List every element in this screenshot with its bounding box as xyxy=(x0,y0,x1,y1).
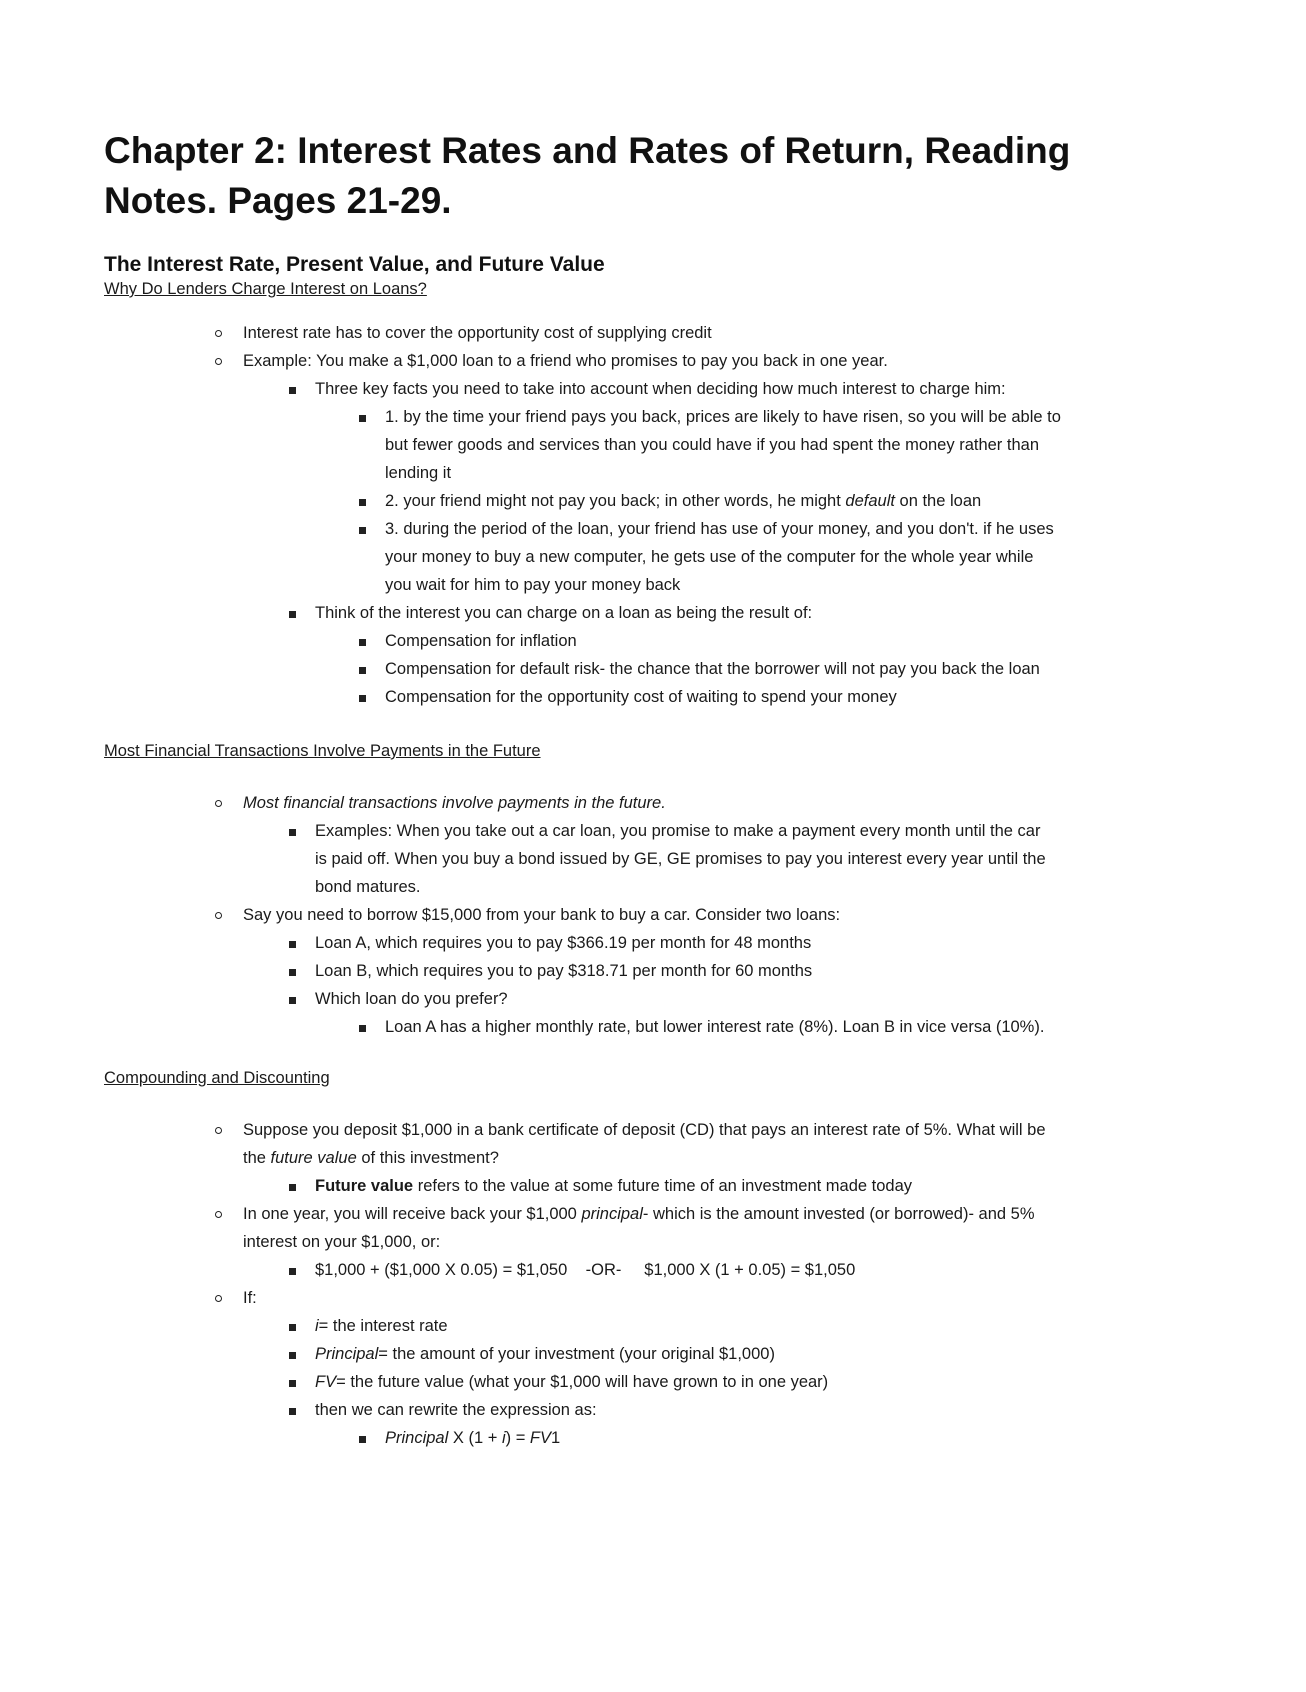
list-item: Suppose you deposit $1,000 in a bank certificate of deposit (CD) that pays an interest rate of 5%. What will be xyxy=(243,1121,1046,1139)
list-item-continuation: is paid off. When you buy a bond issued by GE, GE promises to pay you interest every year until the xyxy=(315,850,1046,868)
list-item: Say you need to borrow $15,000 from your bank to buy a car. Consider two loans: xyxy=(243,906,841,924)
formula-line: Principal X (1 + i) = FV1 xyxy=(385,1429,561,1447)
list-item: Principal= the amount of your investment (your original $1,000) xyxy=(315,1345,775,1363)
square-bullet-icon xyxy=(356,691,372,707)
list-item: Compensation for the opportunity cost of waiting to spend your money xyxy=(385,688,897,706)
square-bullet-icon xyxy=(286,965,302,981)
list-item: Examples: When you take out a car loan, you promise to make a payment every month until the car xyxy=(315,822,1041,840)
square-bullet-icon xyxy=(286,1320,302,1336)
square-bullet-icon xyxy=(356,523,372,539)
circle-bullet-icon xyxy=(212,797,228,813)
list-item: then we can rewrite the expression as: xyxy=(315,1401,597,1419)
square-bullet-icon xyxy=(286,937,302,953)
list-item: Compensation for default risk- the chance that the borrower will not pay you back the loan xyxy=(385,660,1040,678)
circle-bullet-icon xyxy=(212,1292,228,1308)
list-item: 3. during the period of the loan, your friend has use of your money, and you don't. if he uses xyxy=(385,520,1054,538)
list-item-continuation: bond matures. xyxy=(315,878,421,896)
square-bullet-icon xyxy=(356,411,372,427)
square-bullet-icon xyxy=(356,635,372,651)
square-bullet-icon xyxy=(356,495,372,511)
list-item: 2. your friend might not pay you back; in other words, he might default on the loan xyxy=(385,492,982,510)
circle-bullet-icon xyxy=(212,1124,228,1140)
square-bullet-icon xyxy=(356,1432,372,1448)
square-bullet-icon xyxy=(286,1264,302,1280)
list-item: i= the interest rate xyxy=(315,1317,448,1335)
list-item: Most financial transactions involve payments in the future. xyxy=(243,794,666,812)
list-item: Loan B, which requires you to pay $318.71 per month for 60 months xyxy=(315,962,813,980)
square-bullet-icon xyxy=(286,1348,302,1364)
square-bullet-icon xyxy=(286,993,302,1009)
list-item: Loan A, which requires you to pay $366.19 per month for 48 months xyxy=(315,934,812,952)
list-item: Three key facts you need to take into account when deciding how much interest to charge him: xyxy=(315,380,1006,398)
list-item: Loan A has a higher monthly rate, but lower interest rate (8%). Loan B in vice versa (10%). xyxy=(385,1018,1045,1036)
square-bullet-icon xyxy=(356,663,372,679)
circle-bullet-icon xyxy=(212,355,228,371)
list-item: Think of the interest you can charge on a loan as being the result of: xyxy=(315,604,813,622)
square-bullet-icon xyxy=(286,1404,302,1420)
list-item-continuation: but fewer goods and services than you could have if you had spent the money rather than xyxy=(385,436,1039,454)
page-title: Chapter 2: Interest Rates and Rates of Return, Reading Notes. Pages 21-29. xyxy=(104,130,1071,221)
list-item: Example: You make a $1,000 loan to a friend who promises to pay you back in one year. xyxy=(243,352,888,370)
square-bullet-icon xyxy=(286,1180,302,1196)
square-bullet-icon xyxy=(286,825,302,841)
list-item-continuation: you wait for him to pay your money back xyxy=(385,576,681,594)
circle-bullet-icon xyxy=(212,327,228,343)
list-item: 1. by the time your friend pays you back, prices are likely to have risen, so you will be able to xyxy=(385,408,1061,426)
list-item-continuation: lending it xyxy=(385,464,452,482)
formula-line: $1,000 + ($1,000 X 0.05) = $1,050 -OR- $1,000 X (1 + 0.05) = $1,050 xyxy=(315,1261,856,1279)
list-item-continuation: the future value of this investment? xyxy=(243,1149,499,1167)
square-bullet-icon xyxy=(286,383,302,399)
list-item: Interest rate has to cover the opportunity cost of supplying credit xyxy=(243,324,712,342)
list-item-continuation: interest on your $1,000, or: xyxy=(243,1233,441,1251)
square-bullet-icon xyxy=(356,1021,372,1037)
list-item: Future value refers to the value at some future time of an investment made today xyxy=(315,1177,913,1195)
square-bullet-icon xyxy=(286,1376,302,1392)
subsection-title-lenders: Why Do Lenders Charge Interest on Loans? xyxy=(104,280,427,298)
list-item-continuation: your money to buy a new computer, he gets use of the computer for the whole year while xyxy=(385,548,1034,566)
list-item: FV= the future value (what your $1,000 will have grown to in one year) xyxy=(315,1373,829,1391)
circle-bullet-icon xyxy=(212,909,228,925)
section-heading: The Interest Rate, Present Value, and Future Value xyxy=(104,253,605,276)
list-item: Which loan do you prefer? xyxy=(315,990,508,1008)
list-item: Compensation for inflation xyxy=(385,632,577,650)
subsection-title-compounding: Compounding and Discounting xyxy=(104,1069,330,1087)
subsection-title-future-payments: Most Financial Transactions Involve Payments in the Future xyxy=(104,742,541,760)
list-item: In one year, you will receive back your $1,000 principal- which is the amount invested (or borrowed)- and 5% xyxy=(243,1205,1035,1223)
list-item: If: xyxy=(243,1289,257,1307)
square-bullet-icon xyxy=(286,607,302,623)
circle-bullet-icon xyxy=(212,1208,228,1224)
